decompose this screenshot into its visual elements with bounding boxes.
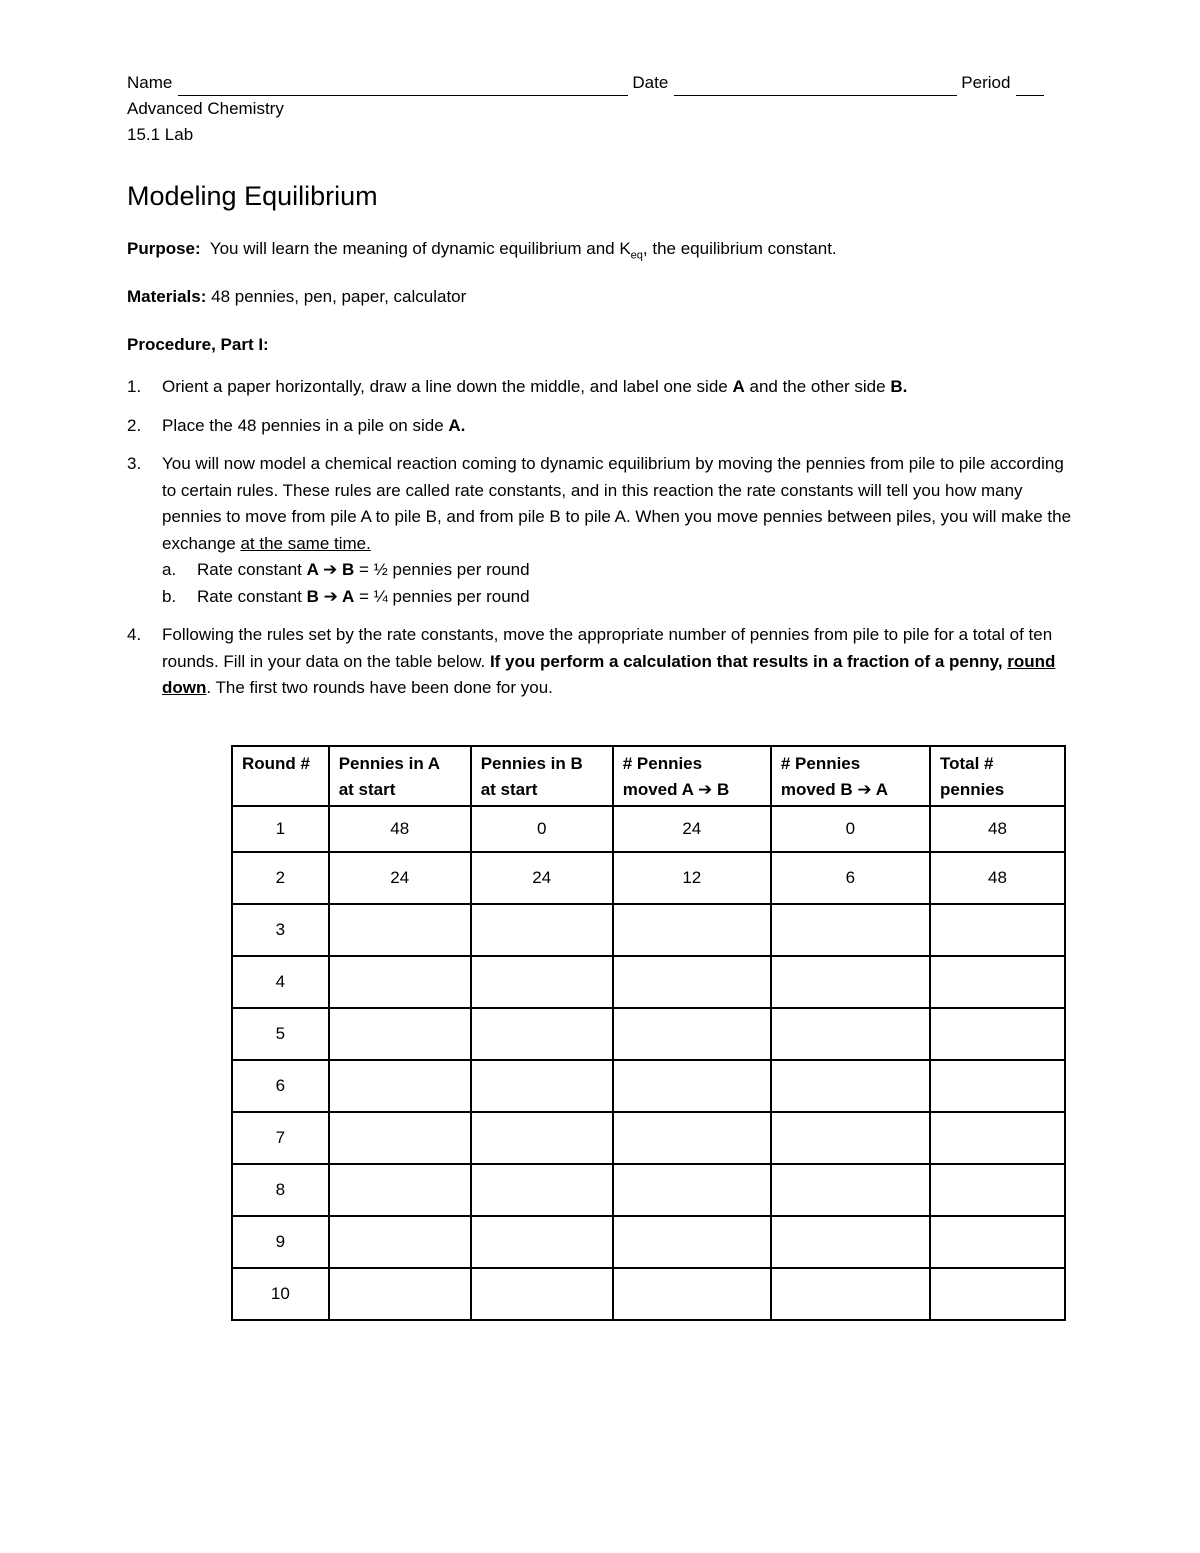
header-text: # Pennies: [622, 754, 703, 773]
blank-data-cell[interactable]: [613, 1164, 771, 1216]
table-body: [232, 806, 1065, 1320]
blank-data-cell[interactable]: [771, 904, 930, 956]
substep-letter: a.: [162, 560, 177, 579]
table-row: [232, 1008, 1065, 1060]
header-text: Round #: [242, 754, 310, 773]
page-title: Modeling Equilibrium: [127, 181, 378, 211]
header-pennies-b: [471, 746, 613, 806]
round-number-cell: 5: [232, 1008, 329, 1060]
blank-data-cell[interactable]: [771, 1164, 930, 1216]
step-bold: B.: [890, 377, 908, 396]
course-name: Advanced Chemistry: [127, 99, 284, 118]
blank-data-cell[interactable]: [771, 956, 930, 1008]
purpose-label: Purpose:: [127, 239, 201, 258]
blank-data-cell[interactable]: [329, 904, 471, 956]
blank-data-cell[interactable]: [771, 1216, 930, 1268]
step-number: 3.: [127, 454, 142, 473]
blank-data-cell[interactable]: [329, 1060, 471, 1112]
substep-text: = ¼ pennies per round: [354, 586, 530, 606]
step-text: Following the rules set by the rate constants, move the appropriate number of pennies from pile to pile for a total of ten rounds. Fill in your data on the table below.: [162, 625, 1053, 671]
step-3: [127, 451, 1072, 610]
table-row: [232, 1268, 1065, 1320]
step-number: 1.: [127, 377, 142, 396]
data-cell: 48: [930, 806, 1065, 852]
step-2: [127, 413, 1072, 440]
date-label: Date: [632, 73, 669, 92]
purpose-section: [127, 236, 1072, 262]
data-cell: 48: [930, 852, 1065, 904]
step-text: . The first two rounds have been done for you.: [206, 678, 553, 697]
blank-data-cell[interactable]: [613, 1268, 771, 1320]
date-blank[interactable]: [674, 77, 957, 96]
header-text: at start: [338, 780, 396, 799]
blank-data-cell[interactable]: [471, 1060, 613, 1112]
blank-data-cell[interactable]: [613, 1008, 771, 1060]
data-cell: 12: [613, 852, 771, 904]
table-row: [232, 852, 1065, 904]
substep-text: Rate constant: [197, 586, 307, 606]
table-row: [232, 1216, 1065, 1268]
procedure-heading-text: Procedure, Part I:: [127, 335, 269, 354]
data-cell: 24: [613, 806, 771, 852]
keq-subscript: eq: [630, 249, 643, 262]
round-number-cell: 4: [232, 956, 329, 1008]
step-text: and the other side: [744, 377, 891, 396]
table-row: [232, 956, 1065, 1008]
round-number-cell: 9: [232, 1216, 329, 1268]
blank-data-cell[interactable]: [471, 1268, 613, 1320]
header-text: moved A ➔ B: [622, 780, 730, 799]
materials-label: Materials:: [127, 287, 207, 306]
step-bold: If you perform a calculation that results in a fraction of a penny,: [489, 651, 1008, 671]
blank-data-cell[interactable]: [613, 956, 771, 1008]
name-label: Name: [127, 73, 173, 92]
step-text: You will now model a chemical reaction coming to dynamic equilibrium by moving the pennies from pile to pile according to certain rules. These rules are called rate constants, and in this reaction the rate constants will tell you how many pennies to move from pile A to pile B, and from pile B to pile A. When you move pennies between piles, you will make the exchange: [162, 454, 1072, 553]
blank-data-cell[interactable]: [613, 1112, 771, 1164]
table-row: [232, 1112, 1065, 1164]
round-number-cell: 7: [232, 1112, 329, 1164]
data-cell: 24: [329, 852, 471, 904]
period-label: Period: [961, 73, 1011, 92]
substep-bold: A ➔ B: [306, 560, 355, 579]
step-underlined: at the same time.: [240, 533, 371, 553]
blank-data-cell[interactable]: [471, 904, 613, 956]
lab-number: 15.1 Lab: [127, 125, 194, 144]
student-info-line: [127, 70, 1072, 96]
substep-bold: B ➔ A: [306, 586, 355, 606]
blank-data-cell[interactable]: [471, 1164, 613, 1216]
blank-data-cell[interactable]: [771, 1112, 930, 1164]
data-cell: 24: [471, 852, 613, 904]
blank-data-cell[interactable]: [329, 1164, 471, 1216]
header-text: pennies: [939, 780, 1005, 799]
table-row: [232, 1060, 1065, 1112]
header-text: Pennies in B: [480, 754, 583, 773]
blank-data-cell[interactable]: [930, 904, 1065, 956]
purpose-text: You will learn the meaning of dynamic equilibrium and K: [209, 239, 631, 258]
header-text: Pennies in A: [338, 754, 441, 773]
blank-data-cell[interactable]: [613, 1060, 771, 1112]
name-blank[interactable]: [178, 77, 628, 96]
blank-data-cell[interactable]: [613, 904, 771, 956]
blank-data-cell[interactable]: [471, 956, 613, 1008]
materials-section: [127, 284, 1072, 310]
blank-data-cell[interactable]: [471, 1112, 613, 1164]
blank-data-cell[interactable]: [771, 1268, 930, 1320]
worksheet-page: [127, 70, 1072, 714]
round-number-cell: 10: [232, 1268, 329, 1320]
procedure-heading: [127, 332, 1072, 358]
step-1: [127, 374, 1072, 401]
header-text: at start: [480, 780, 538, 799]
round-number-cell: 8: [232, 1164, 329, 1216]
table-row: [232, 904, 1065, 956]
substep-text: = ½ pennies per round: [354, 560, 530, 579]
blank-data-cell[interactable]: [930, 1164, 1065, 1216]
step-text: Orient a paper horizontally, draw a line down the middle, and label one side: [162, 377, 733, 396]
table-row: [232, 1164, 1065, 1216]
materials-text: 48 pennies, pen, paper, calculator: [211, 287, 467, 306]
blank-data-cell[interactable]: [329, 1112, 471, 1164]
header-round: [232, 746, 329, 806]
blank-data-cell[interactable]: [329, 1008, 471, 1060]
blank-data-cell[interactable]: [930, 1216, 1065, 1268]
header-moved-b-to-a: [771, 746, 930, 806]
header-text: # Pennies: [780, 754, 861, 773]
period-blank[interactable]: [1016, 77, 1044, 96]
data-cell: 0: [471, 806, 613, 852]
blank-data-cell[interactable]: [930, 1112, 1065, 1164]
procedure-steps: [127, 374, 1072, 702]
blank-data-cell[interactable]: [930, 1268, 1065, 1320]
blank-data-cell[interactable]: [329, 1216, 471, 1268]
rate-constant-a: [162, 557, 1072, 584]
round-number-cell: 6: [232, 1060, 329, 1112]
step-bold-underlined: round down: [162, 651, 1056, 697]
blank-data-cell[interactable]: [329, 1268, 471, 1320]
data-cell: 48: [329, 806, 471, 852]
step-4: [127, 622, 1072, 702]
rate-constants-list: [162, 557, 1072, 610]
table-row: [232, 806, 1065, 852]
step-bold: A.: [448, 415, 466, 435]
header-total: [930, 746, 1065, 806]
blank-data-cell[interactable]: [930, 1008, 1065, 1060]
step-text: Place the 48 pennies in a pile on side: [162, 415, 449, 435]
blank-data-cell[interactable]: [471, 1008, 613, 1060]
step-number: 4.: [127, 625, 142, 644]
substep-letter: b.: [162, 586, 177, 606]
data-cell: 0: [771, 806, 930, 852]
blank-data-cell[interactable]: [930, 956, 1065, 1008]
rate-constant-b: [162, 584, 1072, 611]
header-text: Total #: [939, 754, 994, 773]
round-number-cell: 2: [232, 852, 329, 904]
purpose-text-end: , the equilibrium constant.: [642, 239, 837, 258]
blank-data-cell[interactable]: [771, 1008, 930, 1060]
blank-data-cell[interactable]: [613, 1216, 771, 1268]
round-number-cell: 1: [232, 806, 329, 852]
step-bold: A: [732, 377, 745, 396]
data-table: [231, 745, 1066, 1321]
header-text: moved B ➔ A: [780, 780, 888, 799]
data-cell: 6: [771, 852, 930, 904]
round-number-cell: 3: [232, 904, 329, 956]
blank-data-cell[interactable]: [471, 1216, 613, 1268]
substep-text: Rate constant: [197, 560, 307, 579]
blank-data-cell[interactable]: [329, 956, 471, 1008]
header-pennies-a: [329, 746, 471, 806]
step-number: 2.: [127, 415, 142, 435]
blank-data-cell[interactable]: [771, 1060, 930, 1112]
table-header-row: [232, 746, 1065, 806]
blank-data-cell[interactable]: [930, 1060, 1065, 1112]
header-moved-a-to-b: [613, 746, 771, 806]
